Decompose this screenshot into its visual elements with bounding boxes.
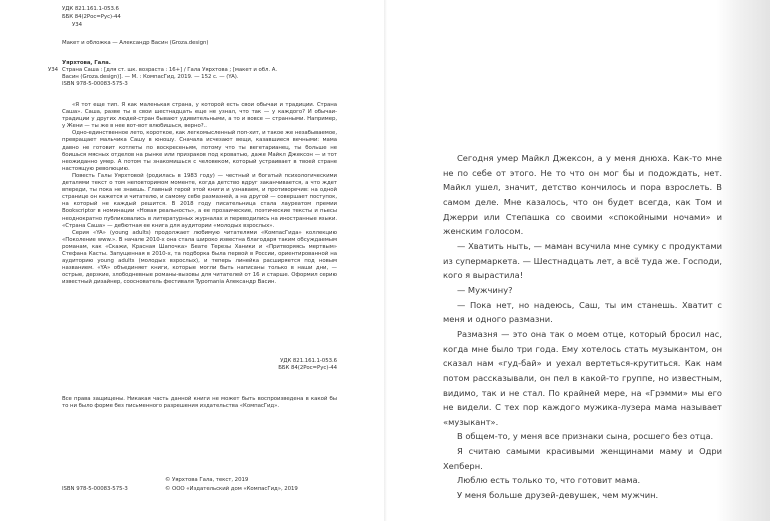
udk-footer bbox=[62, 358, 337, 372]
story-paragraph: Люблю есть только то, что готовит мама. bbox=[457, 475, 641, 486]
rights-notice: Все права защищены. Никакая часть данной книги не может быть воспроизведена в какой бы то ни было форме без письменного разрешения издательства «КомпасГид». bbox=[62, 396, 337, 410]
record-code: У34 bbox=[48, 67, 58, 73]
bbk-code: ББК 84(2Рос=Рус)-44 bbox=[62, 14, 121, 20]
copyright-line: © Уярхтова Гала, текст, 2019 bbox=[165, 477, 249, 483]
record-isbn: ISBN 978-5-00083-575-3 bbox=[62, 81, 128, 88]
story-paragraph: У меня больше друзей-девушек, чем мужчин. bbox=[457, 490, 659, 501]
story-paragraph: — Мужчину? bbox=[457, 284, 513, 295]
author-heading: Уярхтова, Гала. bbox=[62, 60, 111, 66]
annotation bbox=[62, 102, 337, 286]
copyright-block bbox=[165, 477, 298, 495]
bbk-code: ББК 84(2Рос=Рус)-44 bbox=[278, 365, 337, 372]
story-paragraph: — Пока нет, но надеюсь, Саш, ты им станешь. Хватит с меня и одного размазни. bbox=[443, 299, 722, 325]
layout-credit: Макет и обложка — Александр Васин (Groza.design) bbox=[62, 40, 209, 46]
author-mark: У34 bbox=[72, 22, 82, 28]
isbn: ISBN 978-5-00083-575-3 bbox=[62, 486, 128, 492]
udk-header bbox=[62, 6, 121, 30]
story-page bbox=[387, 0, 770, 521]
story-paragraph: — Хватить ныть, — маман всучила мне сумку с продуктами из супермаркета. — Шестнадцать лет, а всё туда же. Господи, кого я вырастила! bbox=[443, 240, 722, 281]
imprint-page bbox=[0, 0, 384, 521]
story-paragraph: Сегодня умер Майкл Джексон, а у меня днюха. Как-то мне не по себе от этого. Не то что он мог бы и подождать, нет. Майкл ушел, значит, детство кончилось и пора взрослеть. В самом деле. Мне казалось, что он будет всегда, как Том и Джерри или Степашка со своими «спокойными ночами» и женским голосом. bbox=[443, 153, 722, 237]
copyright-line: © ООО «Издательский дом «КомпасГид», 2019 bbox=[165, 486, 298, 492]
story-text bbox=[443, 151, 722, 503]
record-line: Страна Саша : [для ст. шк. возраста : 16+] / Гала Уярхтова ; [макет и обл. А. bbox=[62, 67, 278, 73]
story-paragraph: В общем-то, у меня все признаки сына, росшего без отца. bbox=[457, 431, 714, 442]
annotation-paragraph: Одно-единственное лето, короткое, как легкомысленный поп-хит, и такое же незабываемое, превращает мальчика Сашу в юношу. Сначала исчезают вещи, казавшиеся вечными: мама давно не готовит котлеты по воскресеньям, потому что ты вегетарианец, ты больше не боишься мясных отделов на рынке или призраков под кроватью, даже Майкл Джексон — и тот неожиданно умер. А потом ты знакомишься с человеком, который устраивает в твоей стране настоящую революцию. bbox=[62, 130, 337, 172]
record-line: Васин (Groza.design)]. — М. : КомпасГид, 2019. — 152 с. — (YA). bbox=[62, 74, 239, 81]
annotation-paragraph: Серия «YA» (young adults) продолжает любимую читателями «КомпасГида» коллекцию «Поколение www.». В начале 2010-х она стала широко известна благодаря таким обсуждаемым романам, как «Скажи, Красная Шапочка» Беате Терезы Ханики и «Притворяясь мертвым» Стефана Касты. Запущенная в 2010-х, та подборка была первой в России, ориентированной на аудиторию young adults (молодых взрослых), и теперь линейка расширяется под новым названием. «YA» объединяет книги, которые могли быть написаны только в наши дни, — острые, дерзкие, злободневные романы-вызовы для читателей от 16 и старше. Оформил серию известный дизайнер, сооснователь фестиваля Typomania Александр Васин. bbox=[62, 229, 337, 286]
udk-code: УДК 821.161.1-053.6 bbox=[62, 6, 119, 12]
annotation-paragraph: Повесть Галы Уярхтовой (родилась в 1983 году) — честный и богатый психологическими деталями текст о том неповторимом моменте, когда детство вдруг заканчивается, а что ждет впереди, ты пока не знаешь. Главный герой этой книги и узнаваем, и противоречив: на одной странице он кажется и читателю, и самому себе размазней, а на другой — совершает поступок, на который не каждый решится. В 2018 году писательница стала лауреатом премии Bookscriptor в номинации «Новая реальность», а ее прозаические, поэтические тексты и пьесы неоднократно публиковались в литературных журналах и переводились на иностранные языки. «Страна Саша» — дебютная ее книга для аудитории «молодых взрослых». bbox=[62, 172, 337, 229]
annotation-paragraph: «Я тот еще тип. Я как маленькая страна, у которой есть свои обычаи и традиции. Страна Саша». Саша, разве ты в свои шестнадцать еще не узнал, что так — у каждого? И обычаи-традиции у других людей-стран бывают удивительными, а то и вовсе — странными. Например, у Жени — ты же в нее вот-вот влюбишься, верно?.. bbox=[62, 102, 337, 130]
story-paragraph: Размазня — это она так о моем отце, который бросил нас, когда мне было три года. Ему хотелось стать музыкантом, он сказал нам «гуд-бай» и уехал вертеться-крутиться. Как нам потом рассказывали, он пел в какой-то группе, но известным, видимо, так и не стал. По крайней мере, на «Грэмми» мы его не видели. С тех пор каждого мужика-лузера мама называет «музыкант». bbox=[443, 328, 722, 427]
udk-code: УДК 821.161.1-053.6 bbox=[280, 358, 337, 364]
story-paragraph: Я считаю самыми красивыми женщинами маму и Одри Хепберн. bbox=[443, 446, 722, 471]
